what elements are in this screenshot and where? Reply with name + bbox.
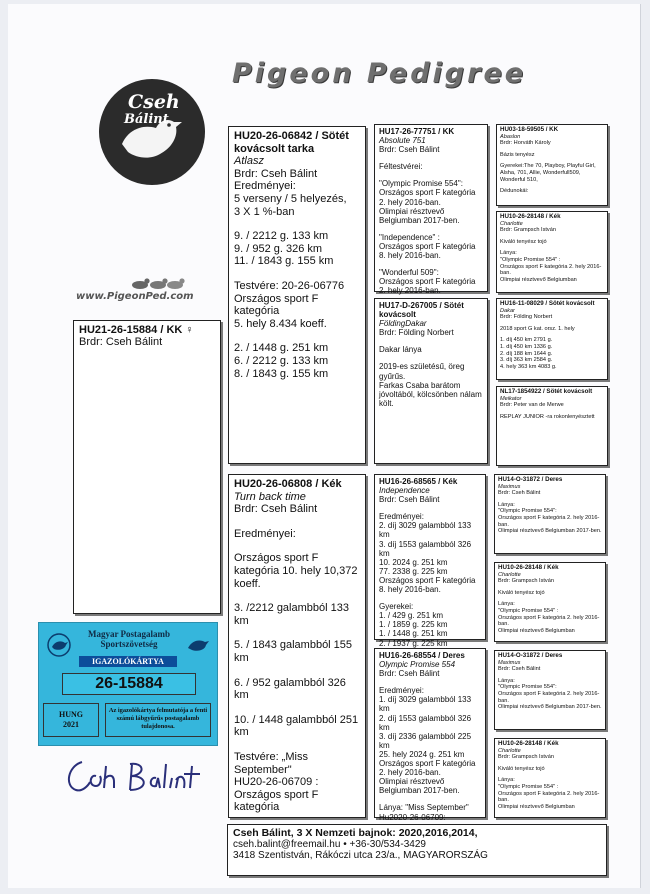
text-line: 1. / 1859 g. 225 km [379,620,448,630]
footer-box [227,824,607,876]
text-line: Országos sport F kategória 2. hely 2016-ban. [498,790,600,804]
text-line: 8. / 1843 g. 155 km [234,367,329,380]
text-line: 2018 sport G kat. orsz. 1. hely [500,325,575,332]
text-line: 8. hely 2016-ban. [379,585,441,595]
text-line: Belgiumban 2017-ben. [379,215,460,225]
gg3-breeder: Brdr: Földing Norbert [500,314,553,321]
gg3-name: Dakar [500,307,515,314]
mf-breeder: Brdr: Cseh Bálint [379,495,440,505]
text-line: 2. díj 3029 galambból 133 km [379,521,472,540]
text-line: 2. hely 2016-ban. [379,286,441,296]
text-line: Lánya: [498,777,515,784]
fm-header: HU17-D-267005 / Sötét kovácsolt [379,301,464,320]
mother-name: Turn back time [234,490,306,503]
gg8-breeder: Brdr: Grampsch István [498,754,554,761]
gg2-name: Charlotte [500,220,523,227]
pigeons-silhouette-icon [130,276,186,290]
mother-lines [234,516,360,814]
text-line [234,330,360,342]
text-line [379,594,481,602]
text-line: 3 X 1 %-ban [234,205,295,218]
father-name: Atlasz [234,155,264,168]
granddam-maternal-box [374,648,486,822]
gg-box-8 [494,738,606,818]
text-line: 2. / 1937 g. 225 km [379,638,448,648]
text-line: 1. díj 3029 galambból 133 km [379,695,472,714]
gg4-lines [500,409,604,421]
text-line: "Olympic Promise 554": [379,179,463,189]
gg1-name: Abaslon [500,133,521,140]
text-line: 2. díj 188 km 1644 g. [500,350,553,357]
text-line: "Olympic Promise 554" : [500,256,561,263]
text-line: Kiváló tenyész tojó [498,589,545,596]
text-line [379,354,483,362]
text-line: Kiváló tenyész tojó [498,765,545,772]
text-line: "Olympic Promise 554": [498,684,557,691]
text-line: Féltestvérei: [379,162,423,172]
text-line: Lánya: [498,677,515,684]
text-line: 2. díj 1553 galambból 326 km [379,713,472,732]
pigeon-emblem-icon [185,632,211,658]
mf-lines [379,504,481,647]
card-ring-number: 26-15884 [62,673,196,695]
text-line: Olimpiai résztvevő [379,777,445,787]
text-line: Országos sport F kategória 2. hely 2016-ban. [498,690,600,704]
gg3-lines [500,321,604,371]
page-title: Pigeon Pedigree [232,58,527,89]
gg7-name: Maximus [498,659,521,666]
text-line [379,260,483,268]
text-line: Olimpiai résztvevő [379,206,445,216]
text-line: Országos sport F kategória [379,188,476,198]
text-line: 10. / 1448 galambból 251 km [234,713,359,739]
mf-name: Independence [379,486,430,496]
gg6-header: HU10-26-28148 / Kék [498,564,559,571]
text-line: 2. hely 2016-ban. [379,768,441,778]
text-line: Eredményei: [379,686,424,696]
text-line [379,154,483,162]
ownership-card [38,622,218,746]
gg5-breeder: Brdr: Cseh Bálint [498,490,541,497]
text-line: Olimpiai résztvevő Belgiumban 2017-ben. [498,704,602,711]
text-line: 77. 2338 g. 225 km [379,566,448,576]
text-line: 3. díj 363 km 2584 g. [500,357,553,364]
gg2-header: HU10-26-28148 / Kék [500,213,561,220]
text-line: 6. / 2212 g. 133 km [234,354,329,367]
text-line: Lánya: [500,250,517,257]
gg8-header: HU10-26-28148 / Kék [498,740,559,747]
gg-box-4 [496,386,608,466]
fm-lines [379,337,483,408]
text-line [379,225,483,233]
text-line: 2019-es születésű, öreg gyűrűs. [379,362,465,381]
pigeon-box [73,320,221,614]
gg6-name: Charlotte [498,571,521,578]
gg3-header: HU16-11-08029 / Sötét kovácsolt [500,300,595,307]
text-line: Lánya: [498,601,515,608]
text-line [379,171,483,179]
card-note: Az igazolókártya felmutatója a fenti számú lábgyűrűs postagalamb tulajdonosa. [105,703,211,737]
text-line: Farkas Csaba barátom jóvoltából, kölcsönben nálam költ. [379,380,482,408]
gg-box-7 [494,650,606,730]
father-box [228,126,366,464]
text-line: 9. / 952 g. 326 km [234,242,323,255]
card-org [79,629,179,649]
ff-breeder: Brdr: Cseh Bálint [379,145,440,155]
mf-header: HU16-26-68565 / Kék [379,477,458,486]
text-line: Országos sport F kategória 2. hely 2016-ban. [498,614,600,628]
gg8-name: Charlotte [498,747,521,754]
signature-image [60,752,210,800]
text-line: Olimpiai résztvevő Belgiumban [500,276,577,283]
text-line: 6. / 952 galambból 326 km [234,676,346,702]
text-line: 5. hely 8.434 koeff. [234,317,327,330]
card-org-line1: Magyar Postagalamb [87,629,171,639]
gg-box-5 [494,474,606,554]
website-link[interactable]: www.PigeonPed.com [76,291,194,302]
logo-text-2: Bálint [124,112,169,127]
federation-emblem-icon [46,632,72,658]
ff-name: Absolute 751 [379,136,426,146]
gg5-header: HU14-O-31872 / Deres [498,476,563,483]
pigeon-breeder: Brdr: Cseh Bálint [79,336,163,348]
mother-breeder: Brdr: Cseh Bálint [234,503,318,516]
text-line: 8. hely 2016-ban. [379,251,441,261]
text-line: Eredményei: [234,180,296,193]
text-line: 10. 2024 g. 251 km [379,557,448,567]
pigeon-ring: HU21-26-15884 / KK ♀ [79,324,194,336]
mm-lines [379,678,481,821]
footer-email[interactable]: cseh.balint@freemail.hu • +36-30/534-3429 [233,839,426,850]
gg-box-2 [496,211,608,293]
text-line: REPLAY JUNIOR -ra rokonlenyésztett [500,413,595,420]
card-org-line2: Sportszövetség [100,639,158,649]
card-label: IGAZOLÓKÁRTYA [79,656,177,667]
text-line [234,665,360,677]
text-line: Testvére: „Miss September" [234,750,308,776]
text-line: 4. hely 363 km 4083 g. [500,363,557,370]
text-line: HU20-26-06709 : [234,776,319,789]
text-line: Lánya: [498,501,515,508]
fm-name: FöldingDakar [379,319,427,329]
fm-breeder: Brdr: Földing Norbert [379,328,454,338]
father-lines [234,180,360,380]
text-line: "Olympic Promise 554" : [498,607,559,614]
text-line: 1. / 1448 g. 251 km [379,629,448,639]
text-line: 3. díj 2336 galambból 225 km [379,731,472,750]
card-country: HUNG [59,710,83,719]
text-line [234,218,360,230]
gg7-lines [498,673,602,711]
footer-address: 3418 Szentistván, Rákóczi utca 23/a., MAGYARORSZÁG [233,850,488,861]
gg2-lines [500,234,604,284]
gg4-breeder: Brdr: Peter van de Merwe [500,402,564,409]
mother-header: HU20-26-06808 / Kék [234,478,342,490]
gg8-lines [498,761,602,811]
text-line [234,627,360,639]
text-line: 5 verseny / 5 helyezés, [234,192,347,205]
text-line [234,540,360,552]
text-line: 1. díj 450 km 1336 g. [500,343,553,350]
text-line: Eredményei: [234,527,296,540]
gg-box-6 [494,562,606,642]
text-line: 9. / 2212 g. 133 km [234,230,329,243]
text-line: Hu2020-26-06709: [379,812,446,822]
mm-name: Olympic Promise 554 [379,660,456,670]
text-line: 2. hely 2016-ban. [379,197,441,207]
text-line: Olimpiai résztvevő Belgiumban [498,627,575,634]
ff-lines [379,154,483,295]
text-line: Országos sport F [234,788,319,801]
text-line: 5. / 1843 galambból 155 km [234,639,353,664]
text-line: 1. / 429 g. 251 km [379,611,444,621]
text-line: Olimpiai résztvevő Belgiumban 2017-ben. [498,528,602,535]
text-line: Olimpiai résztvevő Belgiumban [498,803,575,810]
footer-line1: Cseh Bálint, 3 X Nemzeti bajnok: 2020,2016,2014, [233,827,478,839]
gg-box-3 [496,298,608,380]
text-line: Dédunokái: [500,188,529,195]
mm-header: HU16-26-68554 / Deres [379,651,465,660]
text-line: kategória [234,801,280,814]
text-line: "Olympic Promise 554": [498,508,557,515]
gg5-lines [498,497,602,535]
text-line: Testvére: 20-26-06776 [234,279,345,292]
mm-breeder: Brdr: Cseh Bálint [379,669,440,679]
text-line: 11. / 1843 g. 155 km [234,255,334,268]
text-line: kategória [234,305,280,318]
gg4-name: Meikator [500,395,522,402]
text-line [234,739,360,751]
gg-box-1 [496,124,608,206]
text-line: 25. hely 2024 g. 251 km [379,749,465,759]
text-line: "Olympic Promise 554" : [498,783,559,790]
text-line: Országos sport F kategória 2. hely 2016-ban. [500,263,602,277]
text-line [234,268,360,280]
text-line: Országos sport F kategória [379,759,476,769]
breeder-logo [98,78,206,186]
text-line: Lánya: "Miss September" [379,803,469,813]
text-line: Kiváló tenyész tojó [500,238,547,245]
text-line: 2. / 1448 g. 251 km [234,342,329,355]
text-line: Országos sport F kategória 2. hely 2016-ban. [498,514,600,528]
text-line [379,678,481,686]
mother-box [228,474,366,818]
text-line: Eredményei: [379,512,424,522]
text-line: Országos sport F kategória [379,277,476,287]
text-line: Gyerekei:The 70, Playboy, Playful Girl, Alsha, 701, Allie, Wonderfull509, Wonderful 510, [500,163,596,183]
text-line: Belgiumban 2017-ben. [379,786,460,796]
granddam-paternal-box [374,298,488,464]
gg1-header: HU03-18-59505 / KK [500,126,559,133]
father-header: HU20-26-06842 / Sötét kovácsolt tarka [234,130,349,155]
text-line [234,516,360,528]
grandsire-maternal-box [374,474,486,648]
text-line: Országos sport F kategória [379,241,476,251]
text-line: "Independence" : [379,232,440,242]
gg1-breeder: Brdr: Horváth Károly [500,140,551,147]
text-line [379,504,481,512]
text-line: 3. díj 1553 galambból 326 km [379,539,472,558]
text-line: Országos sport F kategória [379,575,476,585]
logo-text-1: Cseh [128,91,180,113]
text-line: Bázis tenyész [500,151,535,158]
card-year-box [43,703,99,737]
text-line: 1. díj 450 km 2791 g. [500,337,553,344]
text-line [379,337,483,345]
text-line: Gyerekei: [379,602,414,612]
father-breeder: Brdr: Cseh Bálint [234,167,318,180]
card-year: 2021 [63,720,79,729]
gg5-name: Maximus [498,483,521,490]
gg4-header: NL17-1854922 / Sötét kovácsolt [500,388,593,395]
text-line: "Wonderful 509": [379,268,439,278]
text-line [379,795,481,803]
text-line: Dakar lánya [379,345,422,355]
gg7-header: HU14-O-31872 / Deres [498,652,563,659]
text-line [234,590,360,602]
text-line: Országos sport F kategória 10. hely 10,372 koeff. [234,552,358,590]
text-line: 3. /2212 galambból 133 km [234,602,349,627]
ff-header: HU17-26-77751 / KK [379,127,455,136]
text-line [234,702,360,714]
gg6-lines [498,585,602,635]
text-line: Országos sport F [234,292,319,305]
grandsire-paternal-box [374,124,488,296]
gg6-breeder: Brdr: Grampsch István [498,578,554,585]
gg7-breeder: Brdr: Cseh Bálint [498,666,541,673]
gg1-lines [500,147,604,195]
gg2-breeder: Brdr: Grampsch István [500,227,556,234]
